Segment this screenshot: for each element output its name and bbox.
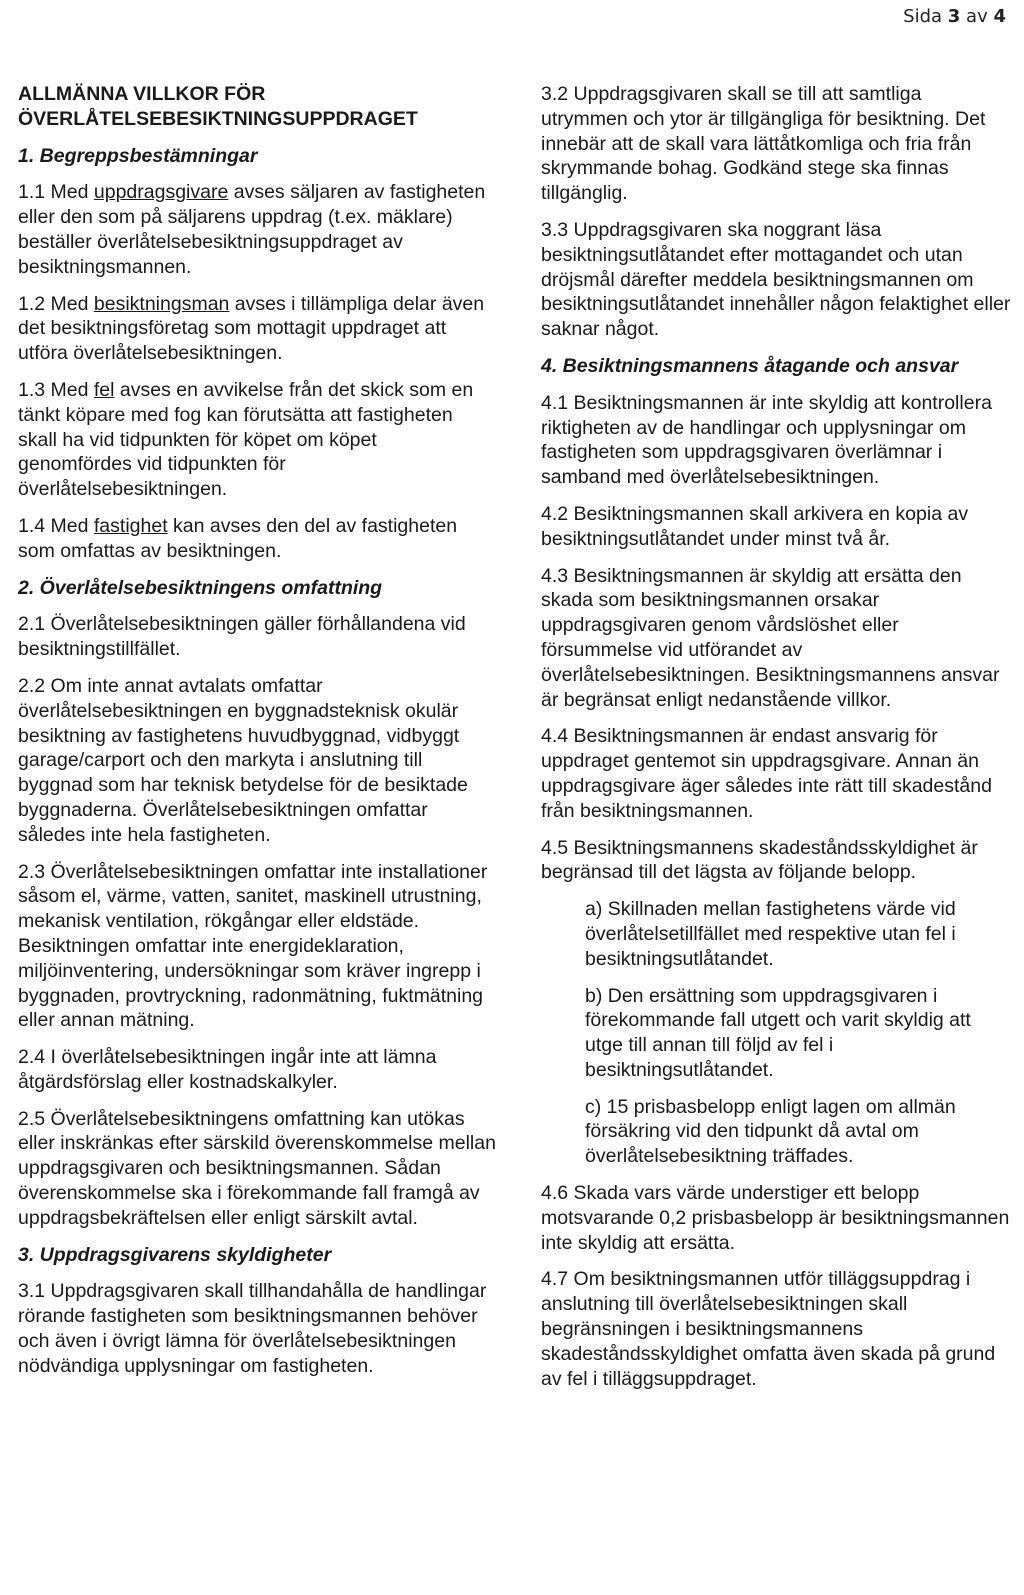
defined-term: fastighet [93,514,168,537]
clause-1-3 [18,378,496,502]
page-number [903,6,1006,27]
clause-1-2 [18,292,496,366]
clause-4-3: 4.3 Besiktningsmannen är skyldig att ersätta den skada som besiktningsmannen orsakar uppdragsgivaren genom vårdslöshet eller försummelse vid utförandet av överlåtelsebesiktningen. Besiktningsmannens ansvar är begränsat enligt nedanstående villkor. [541,564,1000,711]
page-label-of: av [966,6,988,27]
document-title-line-1: ALLMÄNNA VILLKOR FÖR [18,83,266,105]
clause-text: kan avses den del av fastigheten som omfattas av besiktningen. [18,514,458,562]
clause-text: 1.2 Med [18,292,94,315]
left-column [18,82,496,1391]
clause-3-3: 3.3 Uppdragsgivaren ska noggrant läsa besiktningsutlåtandet efter mottagandet och utan dröjsmål därefter meddela besiktningsmannen om besiktningsutlåtandet innehåller någon felaktighet eller saknar något. [541,218,1011,341]
clause-3-2: 3.2 Uppdragsgivaren skall se till att samtliga utrymmen och ytor är tillgängliga för besiktning. Det innebär att de skall vara lättåtkomliga och fria från skrymmande bohag. Godkänd stege ska finnas tillgänglig. [541,83,986,205]
section-heading-3: 3. Uppdragsgivarens skyldigheter [18,1243,332,1266]
page-label-prefix: Sida [903,6,943,27]
clause-text: 1.3 Med [18,378,94,401]
defined-term: besiktningsman [93,292,230,315]
clause-4-2: 4.2 Besiktningsmannen skall arkivera en kopia av besiktningsutlåtandet under minst två år. [541,502,969,550]
clause-text: avses i tillämpliga delar även det besiktningsföretag som mottagit uppdraget att utföra överlåtelsebesiktningen. [18,292,485,365]
document-title [18,82,496,132]
clause-2-3: 2.3 Överlåtelsebesiktningen omfattar inte installationer såsom el, värme, vatten, sanitet, maskinell utrustning, mekanisk ventilation, rökgångar eller eldstäde. Besiktningen omfattar inte energideklaration, miljöinventering, undersökningar som kräver ingrepp i byggnaden, provtryckning, radonmätning, fuktmätning eller annan mätning. [18,860,488,1032]
clause-4-4: 4.4 Besiktningsmannen är endast ansvarig för uppdraget gentemot sin uppdragsgivare. Annan än uppdragsgivare äger således inte rätt till skadestånd från besiktningsmannen. [541,725,992,822]
defined-term: fel [93,378,115,401]
clause-text: 1.4 Med [18,514,94,537]
section-heading-4: 4. Besiktningsmannens åtagande och ansvar [541,354,959,377]
clause-3-1: 3.1 Uppdragsgivaren skall tillhandahålla de handlingar rörande fastigheten som besiktningsmannen behöver och även i övrigt lämna för överlåtelsebesiktningen nödvändiga upplysningar om fastigheten. [18,1280,487,1377]
clause-text: avses en avvikelse från det skick som en tänkt köpare med fog kan förutsätta att fastigheten skall ha vid tidpunkten för köpet om köpet genomfördes vid tidpunkten för överlåtelsebesiktningen. [18,378,474,501]
page-total: 4 [993,6,1006,27]
clause-2-4: 2.4 I överlåtelsebesiktningen ingår inte att lämna åtgärdsförslag eller kostnadskalkyler. [18,1046,437,1093]
clause-text: 1.1 Med [18,181,94,204]
section-heading-1: 1. Begreppsbestämningar [18,144,258,167]
clause-4-5-a: a) Skillnaden mellan fastighetens värde vid överlåtelsetillfället med respektive utan fel i besiktningsutlåtandet. [585,898,956,970]
clause-4-5: 4.5 Besiktningsmannens skadeståndsskyldighet är begränsad till det lägsta av följande belopp. [541,836,978,884]
page-current: 3 [947,6,961,27]
document-title-line-2: ÖVERLÅTELSEBESIKTNINGSUPPDRAGET [18,107,418,130]
clause-2-1: 2.1 Överlåtelsebesiktningen gäller förhållandena vid besiktningstillfället. [18,613,466,661]
clause-1-1 [18,180,496,279]
clause-1-4 [18,514,496,564]
defined-term: uppdragsgivare [93,181,229,204]
section-heading-2: 2. Överlåtelsebesiktningens omfattning [18,576,383,599]
clause-2-5: 2.5 Överlåtelsebesiktningens omfattning kan utökas eller inskränkas efter särskild överenskommelse mellan uppdragsgivaren och besiktningsmannen. Sådan överenskommelse ska i förekommande fall framgå av uppdragsbekräftelsen eller enligt särskilt avtal. [18,1107,496,1229]
clause-4-5-b: b) Den ersättning som uppdragsgivaren i förekommande fall utgett och varit skyldig att utge till annan till följd av fel i besiktningsutlåtandet. [585,984,971,1081]
clause-4-7: 4.7 Om besiktningsmannen utför tilläggsuppdrag i anslutning till överlåtelsebesiktningen skall begränsningen i besiktningsmannens skadeståndsskyldighet omfatta även skada på grund av fel i tilläggsuppdraget. [541,1268,996,1390]
clause-2-2: 2.2 Om inte annat avtalats omfattar överlåtelsebesiktningen en byggnadsteknisk okulär besiktning av fastighetens huvudbyggnad, vidbyggt garage/carport och den markyta i anslutning till byggnad som har teknisk betydelse för de besiktade byggnaderna. Överlåtelsebesiktningen omfattar således inte hela fastigheten. [18,674,468,846]
clause-4-5-c: c) 15 prisbasbelopp enligt lagen om allmän försäkring vid den tidpunkt då avtal om överlåtelsebesiktning träffades. [585,1095,956,1168]
clause-4-1: 4.1 Besiktningsmannen är inte skyldig att kontrollera riktigheten av de handlingar och upplysningar om fastigheten som uppdragsgivaren överlämnar i samband med överlåtelsebesiktningen. [541,391,992,489]
clause-text: avses säljaren av fastigheten eller den som på säljarens uppdrag (t.ex. mäklare) beställer överlåtelsebesiktningsuppdraget av besiktningsmannen. [18,181,486,278]
clause-4-6: 4.6 Skada vars värde understiger ett belopp motsvarande 0,2 prisbasbelopp är besiktningsmannen inte skyldig att ersätta. [541,1182,1010,1254]
right-column [541,82,1011,1403]
